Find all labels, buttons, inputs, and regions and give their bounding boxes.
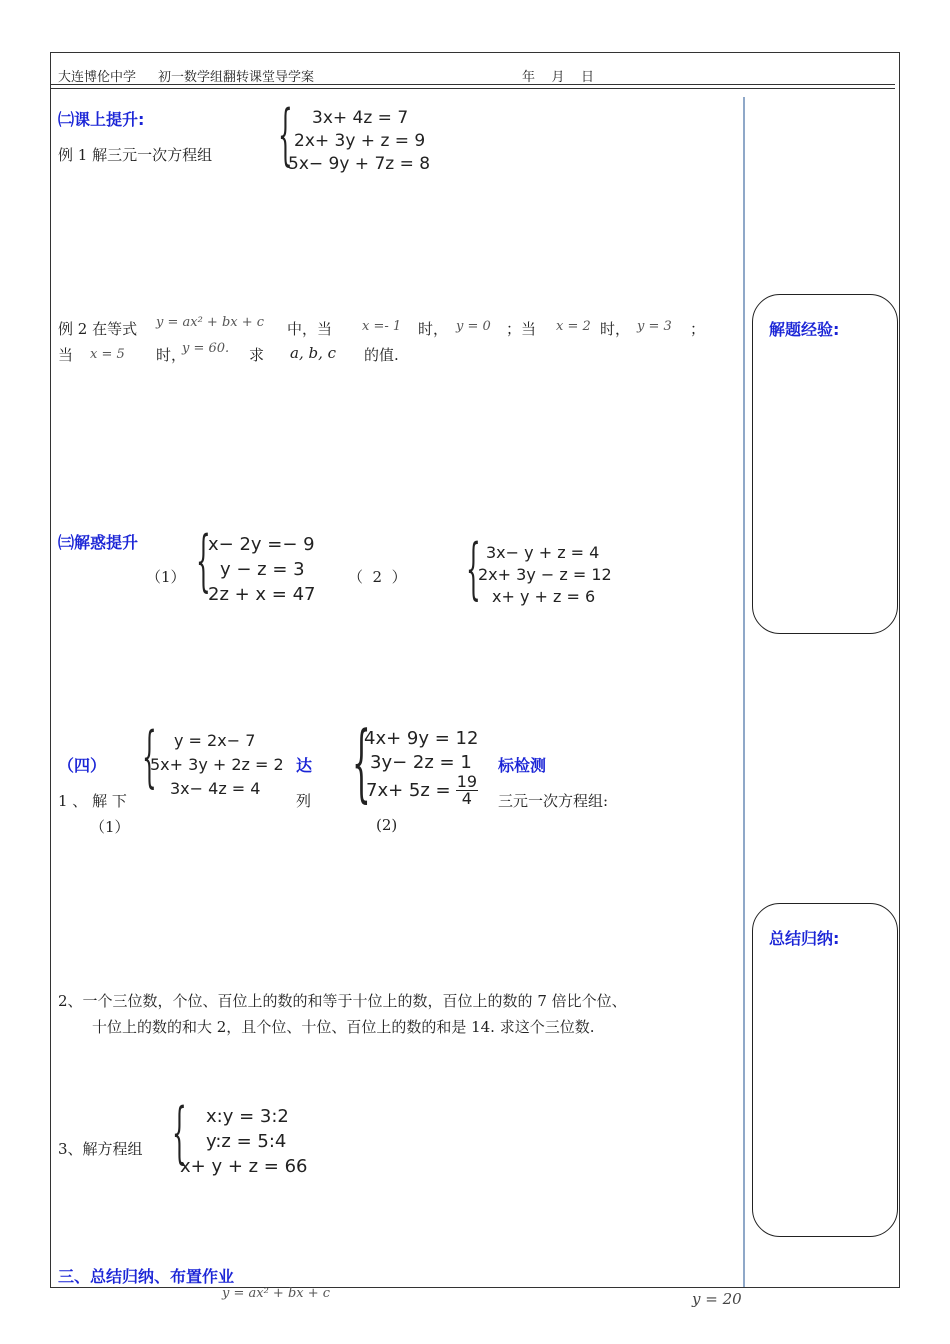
header-doc-title: 初一数学组翻转课堂导学案 [158,70,315,85]
ex1-label: 例 1 解三元一次方程组 [58,146,213,164]
sidebar-divider [743,97,745,1287]
ex2-line2-prefix: 当 [58,346,74,364]
p2-brace: { [466,530,481,607]
q1-2-fraction [456,774,478,807]
header-school: 大连博伦中学 [58,70,137,85]
ex2-formula: y = ax² + bx + c [156,315,265,330]
p1-label: （1） [146,568,186,586]
p2-eq-1: 3x− y + z = 4 [486,543,600,562]
q1-1-eq-3: 3x− 4z = 4 [170,779,261,798]
footer-formula: y = ax² + bx + c [222,1286,331,1301]
ex2-ask: 求 [249,346,265,364]
p1-eq-1: x− 2y =− 9 [208,534,315,555]
q1-2-eq-2: 3y− 2z = 1 [370,752,472,773]
header-rule-bottom [50,88,895,89]
header-date: 年 月 日 [522,70,595,85]
ex2-vars: a, b, c [290,344,337,362]
summary-box-label: 总结归纳: [769,929,840,948]
q1-2-eq-3-row [366,774,566,807]
summary-box [752,903,898,1237]
ex2-cond-2: x = 2 [556,319,591,334]
q1-b: 列 [296,792,312,810]
ex2-val-1: y = 0 [456,319,491,334]
p2-eq-3: x+ y + z = 6 [492,587,596,606]
q1-a: 1 、 解 下 [58,792,127,810]
section-four-title-a: （四） [58,756,107,775]
ex2-semi-1: ；当 [506,320,537,338]
ex2-val-3: y = 60. [182,341,230,356]
q1-2-eq-1: 4x+ 9y = 12 [364,728,479,749]
q3-eq-1: x:y = 3:2 [206,1106,289,1127]
ex2-val-2: y = 3 [637,319,672,334]
q3-label: 3、解方程组 [58,1140,143,1158]
footer-value: y = 20 [692,1290,742,1308]
q2-line-1: 2、一个三位数，个位、百位上的数的和等于十位上的数，百位上的数的 7 倍比个位、 [58,992,627,1010]
experience-box [752,294,898,634]
header-rule-top [50,84,895,85]
ex1-eq-1: 3x+ 4z = 7 [312,108,409,128]
q1-c: 三元一次方程组: [498,792,609,810]
ex2-cond-3: x = 5 [90,347,125,362]
ex1-brace: { [278,96,293,173]
section-three-title: ㈢解惑提升 [58,533,139,552]
ex2-cond-1: x =- 1 [362,319,402,334]
q2-line-2: 十位上的数的和大 2，且个位、十位、百位上的数的和是 14. 求这个三位数. [92,1018,595,1036]
q3-eq-2: y:z = 5:4 [206,1131,287,1152]
q1-2-eq-3: 7x+ 5z = [366,780,451,801]
fraction-denominator: 4 [461,789,472,808]
q1-1-label: （1） [90,818,130,836]
q1-1-eq-1: y = 2x− 7 [174,731,256,750]
ex2-then-3: 时， [156,346,187,364]
p1-eq-3: 2z + x = 47 [208,584,316,605]
ex2-end-2: 的值. [364,346,399,364]
q1-1-brace: { [142,718,157,795]
experience-box-label: 解题经验: [769,320,840,339]
ex2-then-1: 时， [418,320,449,338]
p1-eq-2: y − z = 3 [220,559,305,580]
fraction-numerator: 19 [456,772,478,791]
ex1-eq-2: 2x+ 3y + z = 9 [294,131,426,151]
q3-eq-3: x+ y + z = 66 [180,1156,308,1177]
ex2-then-2: 时， [600,320,631,338]
ex2-mid: 中，当 [287,320,333,338]
ex2-end-1: ； [690,320,706,338]
p2-label: （ 2 ） [348,568,407,586]
q1-2-brace: { [352,713,371,811]
q1-1-eq-2: 5x+ 3y + 2z = 2 [150,755,284,774]
section-four-title-b: 达 [296,756,313,775]
p2-eq-2: 2x+ 3y − z = 12 [478,565,612,584]
section-two-title: ㈡课上提升: [58,110,145,129]
p1-brace: { [196,522,211,599]
q3-brace: { [172,1094,187,1171]
section-final-title: 三、总结归纳、布置作业 [58,1267,235,1286]
ex2-prefix: 例 2 在等式 [58,320,138,338]
section-four-title-c: 标检测 [498,756,547,775]
q1-2-label: (2) [376,816,398,834]
ex1-eq-3: 5x− 9y + 7z = 8 [288,154,431,174]
